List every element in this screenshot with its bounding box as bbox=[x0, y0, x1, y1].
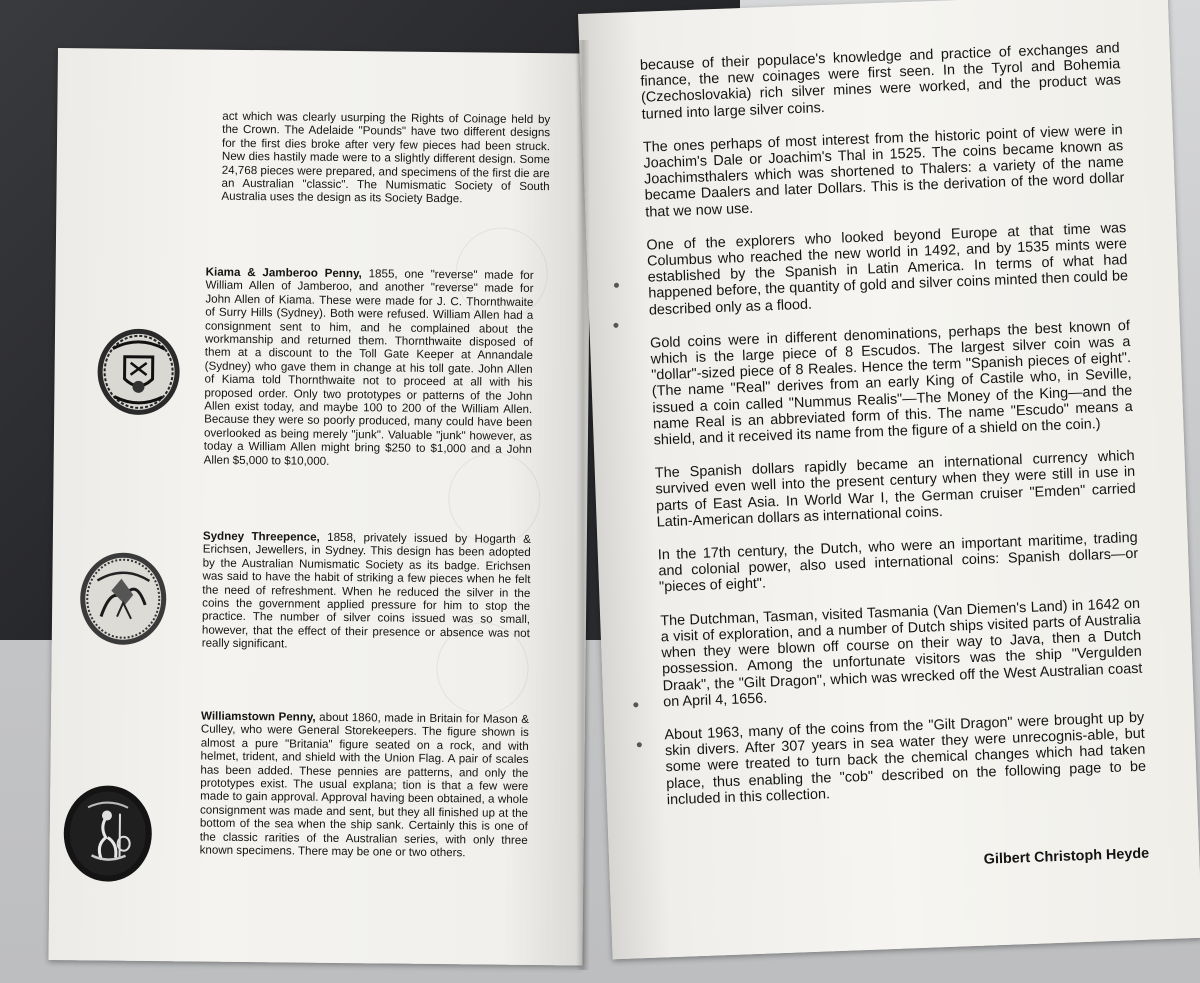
left-page bbox=[48, 48, 592, 966]
entry-title: Kiama & Jamberoo Penny, bbox=[205, 265, 362, 281]
entry-kiama-jamberoo-penny bbox=[204, 266, 534, 471]
paragraph: The Dutchman, Tasman, visited Tasmania (Van Diemen's Land) in 1642 on a visit of exploration, and a number of Dutch ships visited parts of Australia when they were blown off course on their way to Java, then a Dutch possession. Among the unfortunate visitors was the ship "Vergulden Draak", the "Gilt Dragon", which was wrecked off the West Australian coast on April 4, 1656. bbox=[660, 595, 1143, 711]
paragraph: In the 17th century, the Dutch, who were an important maritime, trading and colonial power, also used international coins: Spanish dollars—or "pieces of eight". bbox=[657, 529, 1139, 596]
paragraph: One of the explorers who looked beyond Europe at that time was Columbus who reached the new world in 1492, and by 1535 mints were established by the Spanish in Latin America. In terms of what had happened before, the quantity of gold and silver coins minted then could be described only as a flood. bbox=[646, 219, 1129, 319]
sydney-threepence-coin-icon bbox=[77, 550, 170, 647]
paragraph: About 1963, many of the coins from the "Gilt Dragon" were brought up by skin divers. After 307 years in sea water they were unrecognis-able, but some were treated to turn back the chemical changes which had taken place, thus enabling the "cob" described on the following page to be included in this collection. bbox=[664, 709, 1147, 808]
entry-sydney-threepence bbox=[202, 530, 531, 654]
williamstown-penny-coin-icon bbox=[61, 783, 154, 884]
entry-title: Williamstown Penny, bbox=[200, 709, 316, 724]
binder-hole-mark bbox=[613, 323, 618, 328]
entry-body: 1855, one "reverse" made for William Allen of Jamberoo, and another "reverse" made for John Allen of Kiama. These were made for J. C. Thornthwaite of Surry Hills (Sydney). Both were refused. William Allen had a consignment sent to him, and he complained about the workmanship and returned them. Thornthwaite disposed of them at a discount to the Toll Gate Keeper at Annandale (Sydney) who gave them in change at his toll gate. John Allen of Kiama told Thornthwaite not to proceed at all with his proposed order. Only two prototypes or patterns of the John Allen exist today, and maybe 100 to 200 of the William Allen. Because they were so poorly produced, many could have been overlooked as being merely "junk". Valuable "junk" however, as today a William Allen might bring $250 to $1,000 and a John Allen $5,000 to $10,000. bbox=[203, 267, 534, 468]
entry-body: 1858, privately issued by Hogarth & Erichsen, Jewellers, in Sydney. This design has been adopted by the Australian Numismatic Society as its badge. Erichsen was said to have the habit of striking a few pieces when he felt the need of refreshment. When he reduced the silver in the coins the government applied pressure for him to stop the practice. The number of silver coins issued was so small, however, that the effect of their presence or absence was not really significant. bbox=[201, 530, 531, 651]
right-page bbox=[578, 0, 1200, 959]
intro-text: act which was clearly usurping the Rights of Coinage held by the Crown. The Adelaide "Pounds" have two different designs for the first dies broke after very few pieces had been struck. New dies hastily made were to a slightly different design. Some 24,768 pieces were prepared, and specimens of the first die are an Australian "classic". The Numismatic Society of South Australia uses the design as its Society Badge. bbox=[221, 109, 551, 206]
paragraph: The Spanish dollars rapidly became an international currency which survived even well into the present century when they were still in use in parts of East Asia. In World War I, the German cruiser "Emden" carried Latin-American dollars as international coins. bbox=[654, 448, 1137, 531]
paragraph: because of their populace's knowledge and practice of exchanges and finance, the new coinages were first seen. In the Tyrol and Bohemia (Czechoslovakia) rich silver mines were worked, and the product was turned into large silver coins. bbox=[639, 40, 1122, 123]
signature: Gilbert Christoph Heyde bbox=[983, 845, 1150, 868]
binder-hole-mark bbox=[637, 742, 642, 747]
entry-body: about 1860, made in Britain for Mason & Culley, who were General Storekeepers. The figure shown is almost a pure "Britania" figure seated on a rock, and with helmet, trident, and shield with the Union Flag. A pair of scales has been added. These pennies are patterns, and only the prototypes exist. The usual explana; tion is that a few were made to gain approval. Approval having been obtained, a whole consignment was made and sent, but they all finished up at the bottom of the sea when the ship sank. Certainly this is one of the classic rarities of the Australian series, with only three known specimens. There may be one or two others. bbox=[199, 710, 530, 860]
binder-hole-mark bbox=[633, 702, 638, 707]
page-gutter bbox=[576, 40, 590, 970]
entry-title: Sydney Threepence, bbox=[202, 529, 320, 544]
paragraph: Gold coins were in different denominations, perhaps the best known of which is the large piece of 8 Escudos. The largest silver coin was a "dollar"-sized piece of 8 Reales. Hence the term "Spanish pieces of eight". (The name "Real" derives from an early King of Castile who, in Seville, issued a coin called "Nummus Realis"—The Money of the King—and the name Real is an abbreviated form of this. The name "Escudo" means a shield, and it received its name from the figure of a shield on the coin.) bbox=[649, 317, 1134, 449]
binder-hole-mark bbox=[614, 283, 619, 288]
right-page-text bbox=[640, 40, 1148, 825]
left-intro-paragraph bbox=[221, 110, 550, 207]
kiama-penny-coin-icon bbox=[94, 326, 183, 417]
entry-williamstown-penny bbox=[200, 710, 530, 861]
paragraph: The ones perhaps of most interest from the historic point of view were in Joachim's Dale or Joachim's Thal in 1525. The coins became known as Joachimsthalers which was shortened to Thalers: a variety of the name became Daalers and later Dollars. This is the derivation of the word dollar that we now use. bbox=[642, 121, 1125, 221]
